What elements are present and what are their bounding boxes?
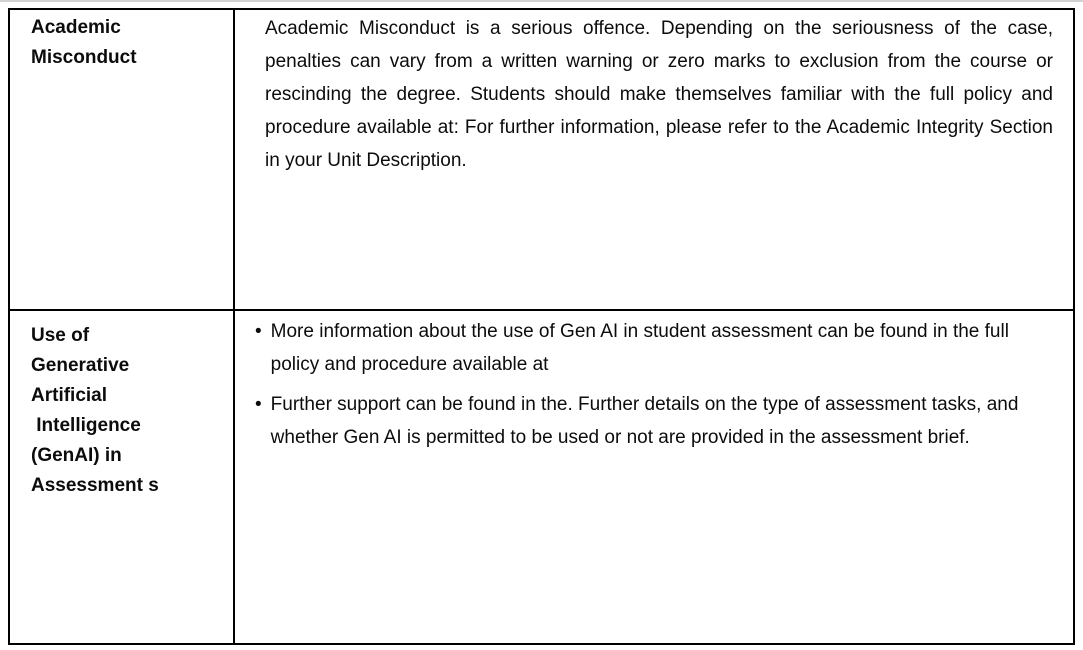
row-label-line: Generative <box>31 355 130 376</box>
table-row-academic-misconduct <box>10 10 1073 311</box>
row-label-line: Intelligence <box>31 415 141 436</box>
genai-content-cell <box>235 311 1073 643</box>
row-label-line: Academic <box>31 17 121 38</box>
row-label-line: Use of <box>31 325 90 346</box>
row-label-line: (GenAI) in <box>31 445 122 466</box>
academic-misconduct-label-cell <box>10 10 235 309</box>
list-item <box>255 388 1053 454</box>
academic-misconduct-content-cell <box>235 10 1073 309</box>
bullet-text: More information about the use of Gen AI in student assessment can be found in the full policy and procedure available at <box>270 321 1009 375</box>
list-item <box>255 315 1053 381</box>
row-label-line: Assessment s <box>31 475 159 496</box>
row-label-line: Artificial <box>31 385 108 406</box>
bullet-icon: • <box>255 321 262 342</box>
academic-misconduct-paragraph: Academic Misconduct is a serious offence. Depending on the seriousness of the case, penalties can vary from a written warning or zero marks to exclusion from the course or rescinding the degree. Students should make themselves familiar with the full policy and procedure available at: For further information, please refer to the Academic Integrity Section in your Unit Description. <box>265 18 1053 171</box>
row-label-line: Misconduct <box>31 47 137 68</box>
genai-bullet-list <box>255 315 1053 454</box>
bullet-text: Further support can be found in the. Further details on the type of assessment tasks, and whether Gen AI is permitted to be used or not are provided in the assessment brief. <box>270 394 1019 448</box>
page-top-edge-line <box>0 0 1083 2</box>
bullet-icon: • <box>255 394 262 415</box>
genai-label-cell <box>10 311 235 643</box>
table-row-genai-assessment <box>10 311 1073 643</box>
policy-table <box>8 8 1075 645</box>
